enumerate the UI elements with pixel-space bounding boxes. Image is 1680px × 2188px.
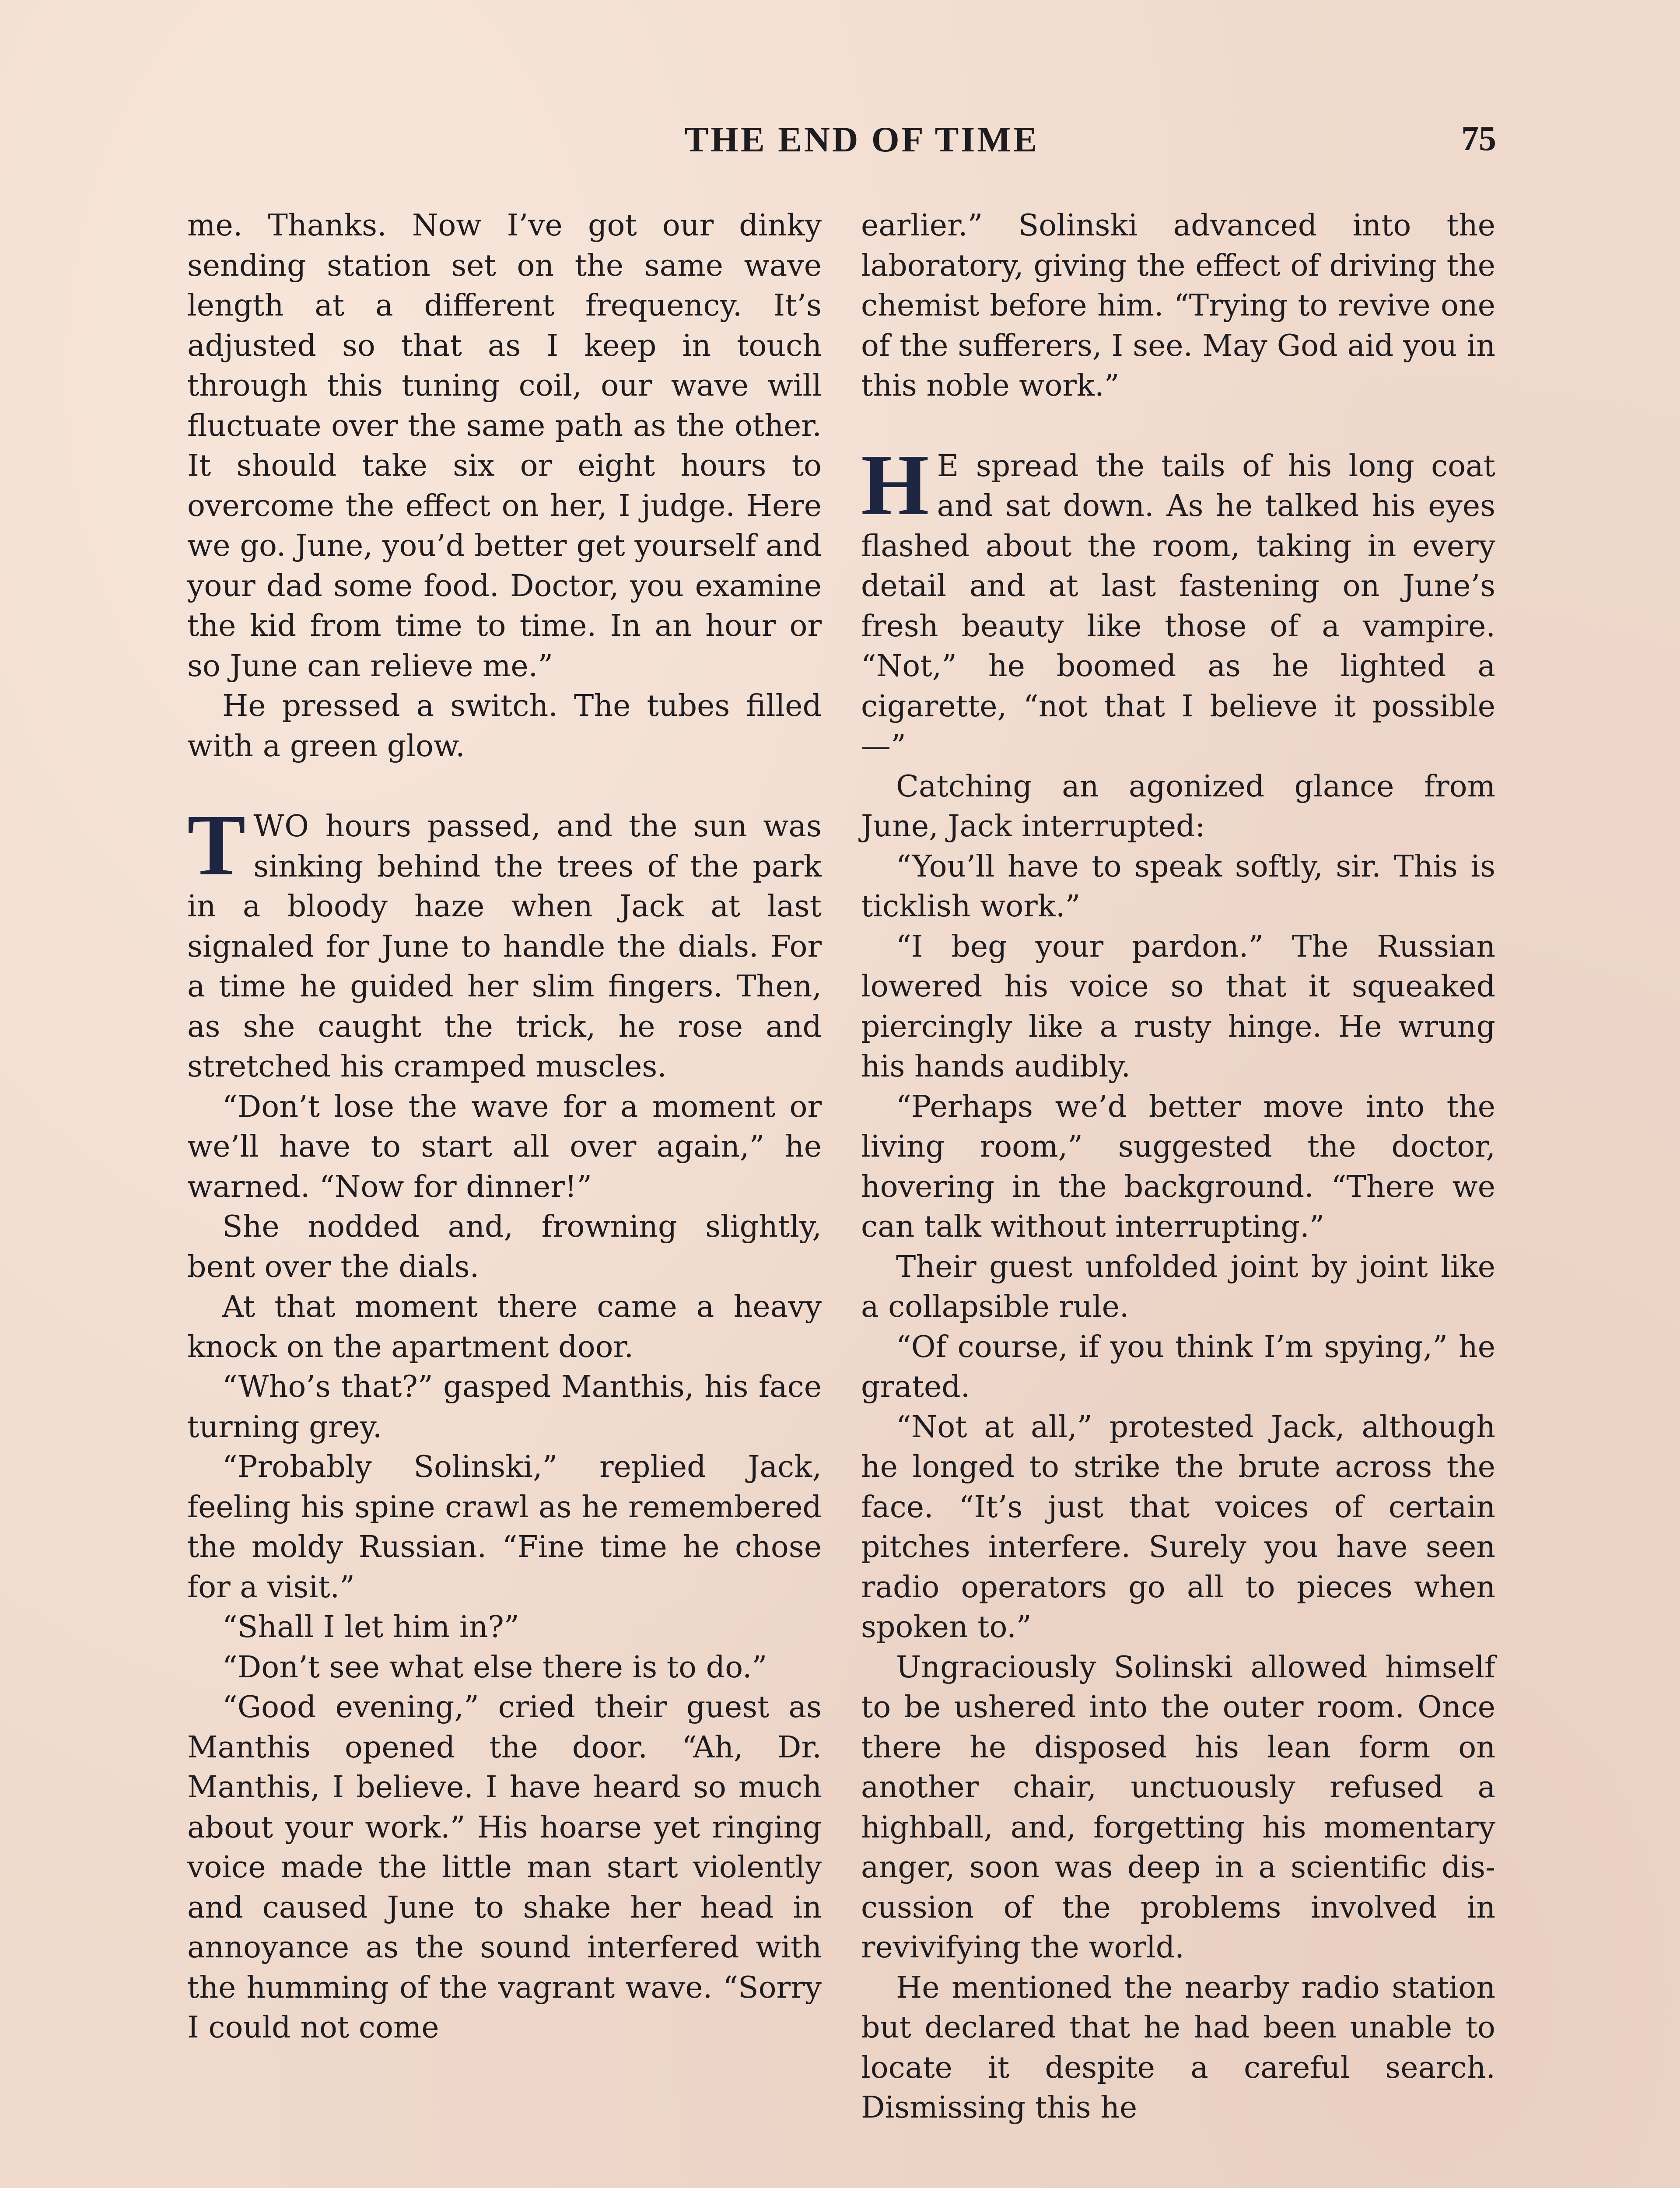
paragraph: She nodded and, frowning slightly, bent over the dials. <box>187 1210 822 1284</box>
right-column <box>861 206 1495 2128</box>
drop-cap: H <box>861 436 929 533</box>
paragraph: At that moment there came a heavy knock on the apartment door. <box>187 1290 822 1364</box>
paragraph: Ungraciously Solinski allowed himself to be ushered into the outer room. Once there he disposed his lean form on another chair, unctuously refused a highball, and, forgetting his momentary anger, soon was deep in a scientific discussion of the problems involved in revivifying the world. <box>861 1650 1495 1965</box>
paragraph: He mentioned the nearby radio station but declared that he had been unable to locate it despite a careful search. Dismissing this he <box>861 1970 1495 2125</box>
paragraph: earlier.” Solinski advanced into the laboratory, giving the effect of driving the chemist before him. “Trying to revive one of the sufferers, I see. May God aid you in this noble work.” <box>861 208 1495 403</box>
paragraph: “I beg your pardon.” The Russian lowered his voice so that it squeaked piercingly like a rusty hinge. He wrung his hands audibly. <box>861 929 1495 1084</box>
left-column <box>187 206 822 2048</box>
paragraph: “Don’t see what else there is to do.” <box>222 1650 767 1685</box>
page-number: 75 <box>1461 119 1496 158</box>
paragraph: “Good evening,” cried their guest as Manthis opened the door. “Ah, Dr. Manthis, I believe. I have heard so much about your work.” His hoarse yet ringing voice made the little man start violently and caused June to shake her head in annoyance as the sound interfered with the humming of the vagrant wave. “Sorry I could not come <box>187 1690 822 2045</box>
paragraph: He pressed a switch. The tubes filled with a green glow. <box>187 689 822 764</box>
paragraph: “Probably Solinski,” replied Jack, feeling his spine crawl as he remembered the moldy Russian. “Fine time he chose for a visit.” <box>187 1450 822 1605</box>
paragraph: “Don’t lose the wave for a moment or we’ll have to start all over again,” he warned. “Now for dinner!” <box>187 1089 822 1204</box>
small-caps-lead: WO <box>253 809 310 844</box>
small-caps-lead: E <box>937 449 959 484</box>
running-head <box>0 119 1680 172</box>
paragraph: me. Thanks. Now I’ve got our dinky sending station set on the same wave length at a different frequency. It’s adjusted so that as I keep in touch through this tuning coil, our wave will fluctuate over the same path as the other. It should take six or eight hours to overcome the effect on her, I judge. Here we go. June, you’d better get yourself and your dad some food. Doctor, you examine the kid from time to time. In an hour or so June can relieve me.” <box>187 208 822 684</box>
paragraph: “Not at all,” protested Jack, although he longed to strike the brute across the face. “It’s just that voices of certain pitches interfere. Surely you have seen radio operators go all to pieces when spoken to.” <box>861 1410 1495 1645</box>
paragraph-text: hours passed, and the sun was sinking behind the trees of the park in a bloody haze when Jack at last signaled for June to handle the dials. For a time he guided her slim fingers. Then, as she caught the trick, he rose and stretched his cramped muscles. <box>187 809 822 1084</box>
section-opening-paragraph <box>861 436 1495 767</box>
running-title: THE END OF TIME <box>684 119 1040 159</box>
paragraph: “Shall I let him in?” <box>222 1610 519 1645</box>
section-opening-paragraph <box>187 797 822 1087</box>
paragraph: “Perhaps we’d better move into the living room,” suggested the doctor, hovering in the background. “There we can talk without interrupting.” <box>861 1089 1495 1244</box>
paragraph: Their guest unfolded joint by joint like a collapsible rule. <box>861 1249 1495 1324</box>
paragraph: “You’ll have to speak softly, sir. This is ticklish work.” <box>861 849 1495 924</box>
paragraph: “Of course, if you think I’m spying,” he grated. <box>861 1329 1495 1404</box>
drop-cap: T <box>187 797 246 894</box>
paragraph-text: spread the tails of his long coat and sat down. As he talked his eyes flashed about the room, taking in every detail and at last fastening on June’s fresh beauty like those of a vampire. “Not,” he boomed as he lighted a cigarette, “not that I believe it possible—” <box>861 449 1495 764</box>
paragraph: Catching an agonized glance from June, Jack interrupted: <box>861 769 1495 844</box>
paragraph: “Who’s that?” gasped Manthis, his face turning grey. <box>187 1370 822 1445</box>
